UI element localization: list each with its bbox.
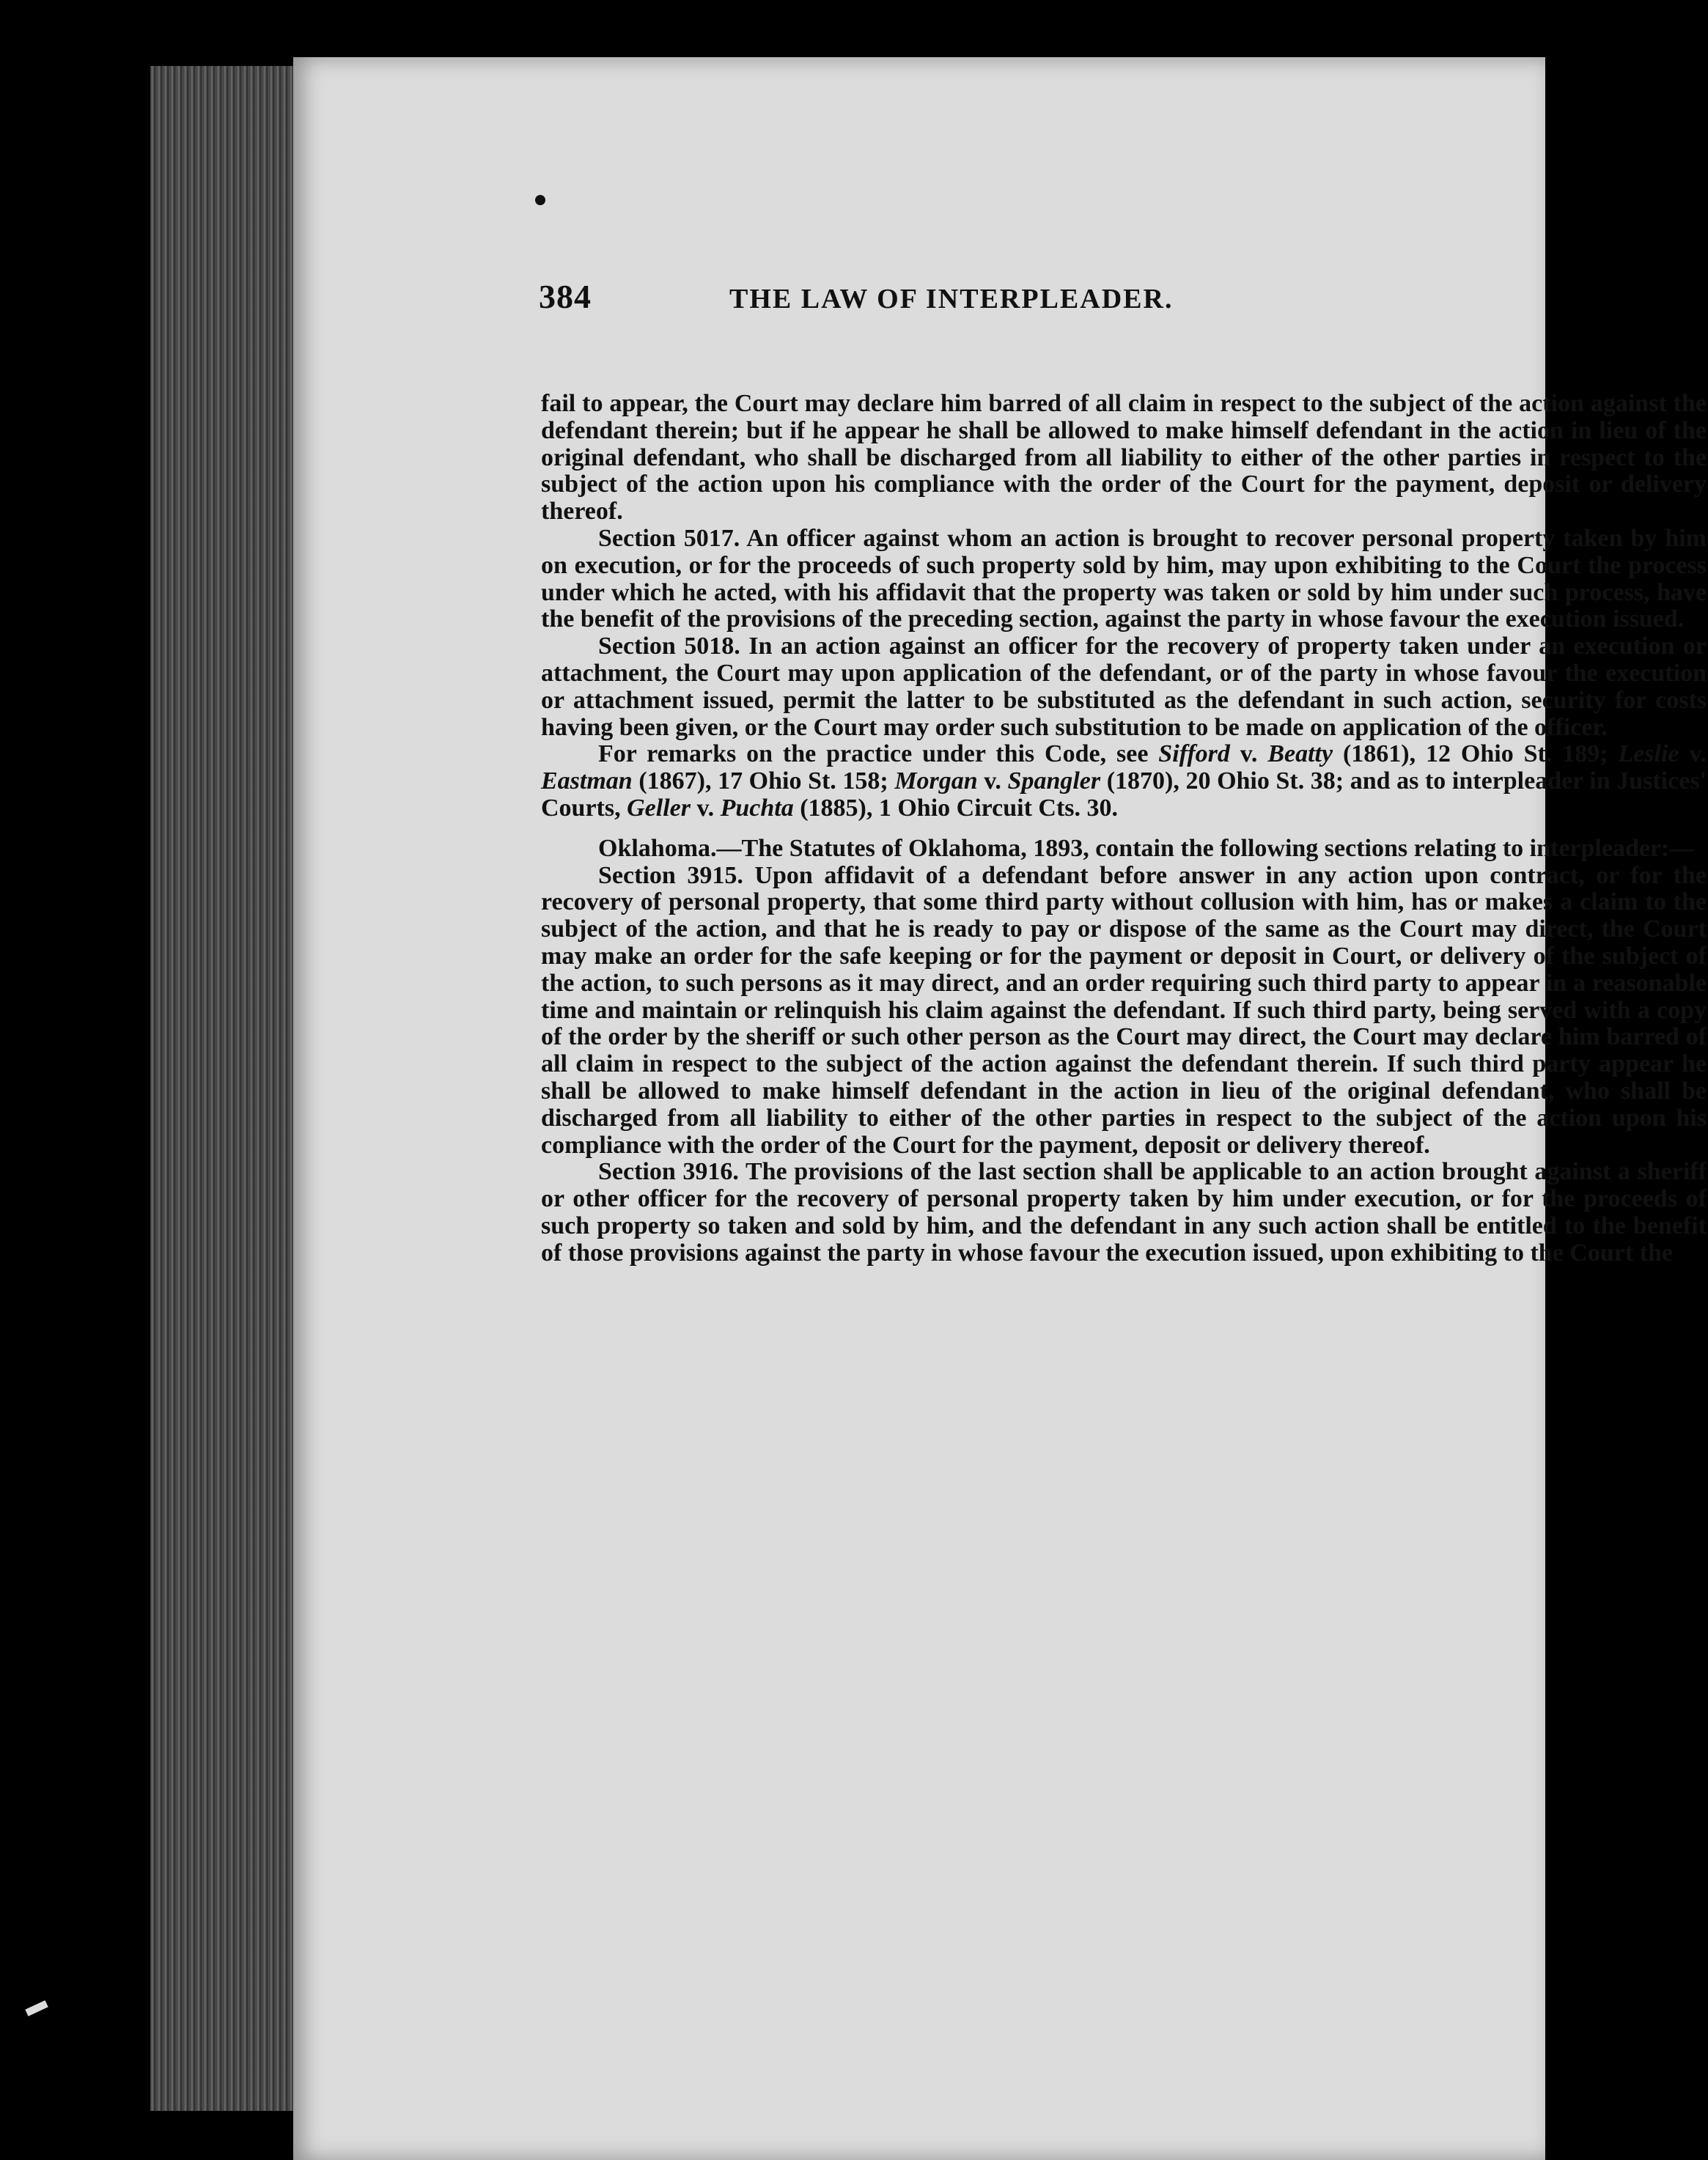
- case-name: Morgan: [894, 767, 978, 795]
- remarks-text: For remarks on the practice under this Code, see: [598, 740, 1159, 768]
- oklahoma-intro-text: —The Statutes of Oklahoma, 1893, contain the following sections relating to interpleader:—: [716, 834, 1695, 862]
- section-heading-oklahoma: Oklahoma.: [598, 834, 717, 862]
- remarks-text: (1870), 20 Ohio St. 38; and as to interpleader in Justices' Courts,: [541, 767, 1707, 822]
- paragraph-oklahoma: [541, 836, 1707, 863]
- remarks-text: (1861), 12 Ohio St. 189;: [1333, 740, 1619, 768]
- remarks-text: (1867), 17 Ohio St. 158;: [632, 767, 895, 795]
- case-name: Spangler: [1007, 767, 1101, 795]
- paragraph-ohio-remarks: [541, 741, 1707, 822]
- scan-artifact: [25, 2000, 48, 2016]
- case-name: Sifford: [1158, 740, 1230, 768]
- paragraph-section-3915: Section 3915. Upon affidavit of a defendant before answer in any action upon contract, or for the recovery of personal property, that some third party without collusion with him, has or makes a claim to the subject of the action, and that he is ready to pay or dispose of the same as the Court may direct, the Court may make an order for the safe keeping or for the payment or deposit in Court, or delivery of the subject of the action, to such persons as it may direct, and an order requiring such third party to appear in a reasonable time and maintain or relinquish his claim against the defendant. If such third party, being served with a copy of the order by the sheriff or such other person as the Court may direct, the Court may declare him barred of all claim in respect to the subject of the action against the defendant therein. If such third party appear he shall be allowed to make himself defendant in the action in lieu of the original defendant, who shall be discharged from all liability to either of the other parties in respect to the subject of the action upon his compliance with the order of the Court for the payment, deposit or delivery thereof.: [541, 861, 1707, 1159]
- running-title: THE LAW OF INTERPLEADER.: [729, 284, 1174, 314]
- remarks-text: v.: [1679, 740, 1707, 768]
- case-name: Eastman: [541, 767, 633, 795]
- paragraph-continuation: fail to appear, the Court may declare him barred of all claim in respect to the subject of the action against the defendant therein; but if he appear he shall be allowed to make himself defendant in the action in lieu of the original defendant, who shall be discharged from all liability to either of the other parties in respect to the subject of the action upon his compliance with the order of the Court for the payment, deposit or delivery thereof.: [541, 390, 1707, 526]
- book-page-edges: [150, 66, 297, 2111]
- body-text: [541, 391, 1707, 1267]
- page-number: 384: [539, 278, 592, 315]
- remarks-text: v.: [1229, 740, 1268, 768]
- remarks-text: v.: [977, 767, 1008, 795]
- page-header: [539, 277, 1708, 343]
- book-page: [293, 57, 1707, 2160]
- remarks-text: v.: [690, 794, 721, 822]
- case-name: Puchta: [720, 794, 794, 822]
- case-name: Beatty: [1267, 740, 1333, 768]
- margin-mark: [535, 195, 545, 205]
- case-name: Geller: [627, 794, 691, 822]
- paragraph-section-5018: Section 5018. In an action against an officer for the recovery of property taken under an execution or attachment, the Court may upon application of the defendant, or of the party in whose favour the execution or attachment issued, permit the latter to be substituted as the defendant in such action, security for costs having been given, or the Court may order such substitution to be made on application of the officer.: [541, 633, 1707, 741]
- remarks-text: (1885), 1 Ohio Circuit Cts. 30.: [793, 794, 1119, 822]
- paragraph-section-3916: Section 3916. The provisions of the last section shall be applicable to an action brought against a sheriff or other officer for the recovery of personal property taken by him under execution, or for the proceeds of such property so taken and sold by him, and the defendant in any such action shall be entitled to the benefit of those provisions against the party in whose favour the execution issued, upon exhibiting to the Court the: [541, 1158, 1707, 1267]
- case-name: Leslie: [1618, 740, 1679, 768]
- paragraph-section-5017: Section 5017. An officer against whom an action is brought to recover personal property taken by him on execution, or for the proceeds of such property sold by him, may upon exhibiting to the Court the process under which he acted, with his affidavit that the property was taken or sold by him under such process, have the benefit of the provisions of the preceding section, against the party in whose favour the execution issued.: [541, 524, 1707, 633]
